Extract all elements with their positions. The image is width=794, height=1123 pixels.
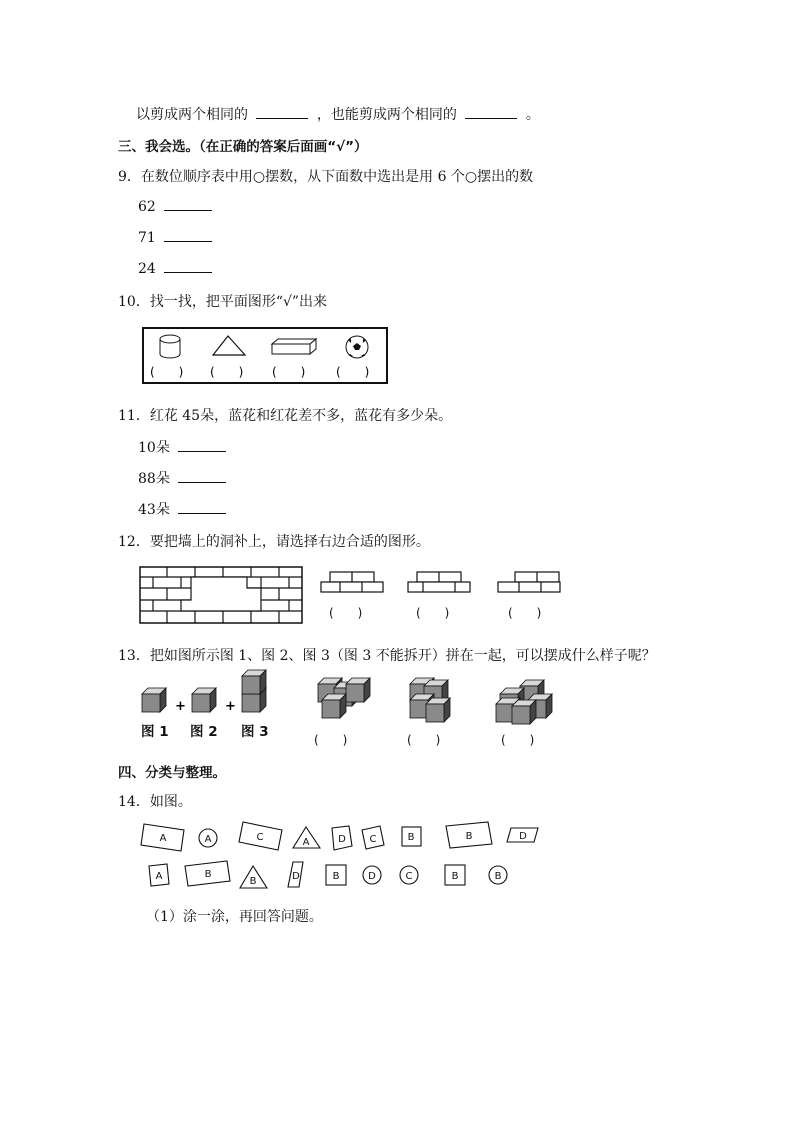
cylinder-icon (160, 335, 180, 358)
shape-rectangle[interactable] (141, 824, 184, 851)
shape-triangle[interactable] (293, 827, 320, 848)
shape-rectangle[interactable] (185, 861, 230, 886)
soccer-ball-icon (346, 336, 368, 358)
shape-square[interactable] (362, 826, 384, 849)
answer-blank[interactable] (164, 198, 212, 211)
q10-answer-paren[interactable]: ( ) (336, 365, 370, 379)
q11-option (138, 468, 226, 488)
q9-option (138, 229, 212, 246)
shape-parallelogram[interactable] (288, 862, 303, 887)
section-3-title: 三、我会选。（在正确的答案后面画“√”） (118, 139, 368, 155)
shape-letter: B (451, 871, 459, 882)
q12-answer-paren[interactable]: ( ) (508, 606, 542, 620)
line0-text-a: 以剪成两个相同的 (136, 107, 248, 123)
q13-stem: 13．把如图所示图 1、图 2、图 3（图 3 不能拆开）拼在一起，可以摆成什么样子呢？ (118, 648, 656, 664)
q9-option (138, 198, 212, 215)
shape-letter: B (204, 869, 212, 880)
q10-answer-paren[interactable]: ( ) (210, 365, 244, 379)
q14-stem: 14．如图。 (118, 794, 192, 810)
q13-answer-paren[interactable]: ( ) (501, 733, 535, 747)
shape-triangle[interactable] (240, 866, 267, 888)
shape-parallelogram[interactable] (507, 828, 538, 842)
shape-parallelogram[interactable] (332, 826, 352, 850)
shape-circle[interactable] (363, 866, 381, 884)
q9-option-value: 24 (138, 261, 156, 277)
shape-square[interactable] (402, 827, 421, 846)
brick-option-a[interactable] (320, 571, 384, 593)
q10-answer-paren[interactable]: ( ) (272, 365, 306, 379)
q14-shapes (138, 818, 548, 893)
q14-sub1: （1）涂一涂，再回答问题。 (146, 909, 323, 925)
q11-option (138, 499, 226, 519)
shape-rectangle[interactable] (239, 822, 282, 850)
q11-option-value: 88朵 (138, 471, 170, 487)
cube-option-b[interactable] (410, 678, 450, 722)
q12-answer-paren[interactable]: ( ) (329, 606, 363, 620)
brick-option-b[interactable] (407, 571, 471, 593)
q9-option-value: 62 (138, 199, 156, 215)
shape-square[interactable] (149, 864, 169, 886)
q9-option (138, 260, 212, 277)
shape-letter: B (407, 832, 415, 843)
q12-answer-paren[interactable]: ( ) (416, 606, 450, 620)
shape-letter: D (368, 871, 376, 882)
figure-3-label: 图 3 (241, 724, 269, 740)
shape-circle[interactable] (199, 829, 217, 847)
cuboid-icon (272, 339, 316, 354)
line0-text-end: 。 (525, 107, 540, 123)
figure-2-cube (192, 688, 216, 712)
triangle-icon (213, 336, 245, 355)
figure-2-label: 图 2 (190, 724, 218, 740)
q13-answer-paren[interactable]: ( ) (314, 733, 348, 747)
answer-blank[interactable] (178, 439, 226, 452)
shape-rectangle[interactable] (446, 822, 492, 848)
brick-wall-with-hole (139, 566, 303, 624)
shape-letter: D (519, 831, 527, 842)
cube-option-a[interactable] (318, 678, 370, 718)
q11-option-value: 43朵 (138, 502, 170, 518)
plus-sign: + (175, 699, 186, 714)
q13-answer-paren[interactable]: ( ) (407, 733, 441, 747)
shape-letter: B (332, 871, 340, 882)
q10-answer-paren[interactable]: ( ) (150, 365, 184, 379)
cube-option-c[interactable] (496, 680, 552, 724)
shape-letter: B (249, 876, 257, 887)
answer-blank[interactable] (256, 106, 308, 119)
brick-option-c[interactable] (497, 571, 561, 593)
answer-blank[interactable] (164, 229, 212, 242)
q10-shapes-box (142, 327, 388, 384)
shape-circle[interactable] (400, 866, 418, 884)
plus-sign: + (225, 699, 236, 714)
q9-stem: 9．在数位顺序表中用○摆数，从下面数中选出是用 6 个○摆出的数 (118, 169, 534, 185)
section-4-title: 四、分类与整理。 (118, 765, 226, 781)
answer-blank[interactable] (178, 501, 226, 514)
shape-letter: B (494, 871, 502, 882)
figure-1-label: 图 1 (141, 724, 169, 740)
shape-letter: B (465, 831, 473, 842)
q11-option-value: 10朵 (138, 440, 170, 456)
continued-line (136, 104, 540, 124)
shape-square[interactable] (445, 865, 465, 885)
shape-letter: A (302, 837, 310, 848)
shape-letter: A (204, 834, 212, 845)
q11-stem: 11．红花 45朵，蓝花和红花差不多，蓝花有多少朵。 (118, 408, 453, 424)
figure-1-cube (142, 688, 166, 712)
shape-letter: D (338, 834, 346, 845)
q9-option-value: 71 (138, 230, 156, 246)
figure-3-stack (242, 670, 266, 712)
q10-stem: 10．找一找，把平面图形“√”出来 (118, 294, 328, 310)
shape-letter: A (159, 833, 167, 844)
shape-letter: A (155, 871, 163, 882)
q12-stem: 12．要把墙上的洞补上，请选择右边合适的图形。 (118, 534, 430, 550)
shape-letter: D (292, 871, 300, 882)
line0-text-b: ，也能剪成两个相同的 (316, 107, 457, 123)
answer-blank[interactable] (164, 260, 212, 273)
answer-blank[interactable] (178, 470, 226, 483)
shape-letter: C (405, 871, 413, 882)
answer-blank[interactable] (465, 106, 517, 119)
shape-letter: C (256, 832, 264, 843)
shape-letter: C (369, 834, 377, 845)
q11-option (138, 437, 226, 457)
shape-circle[interactable] (489, 866, 507, 884)
shape-square[interactable] (326, 865, 346, 885)
